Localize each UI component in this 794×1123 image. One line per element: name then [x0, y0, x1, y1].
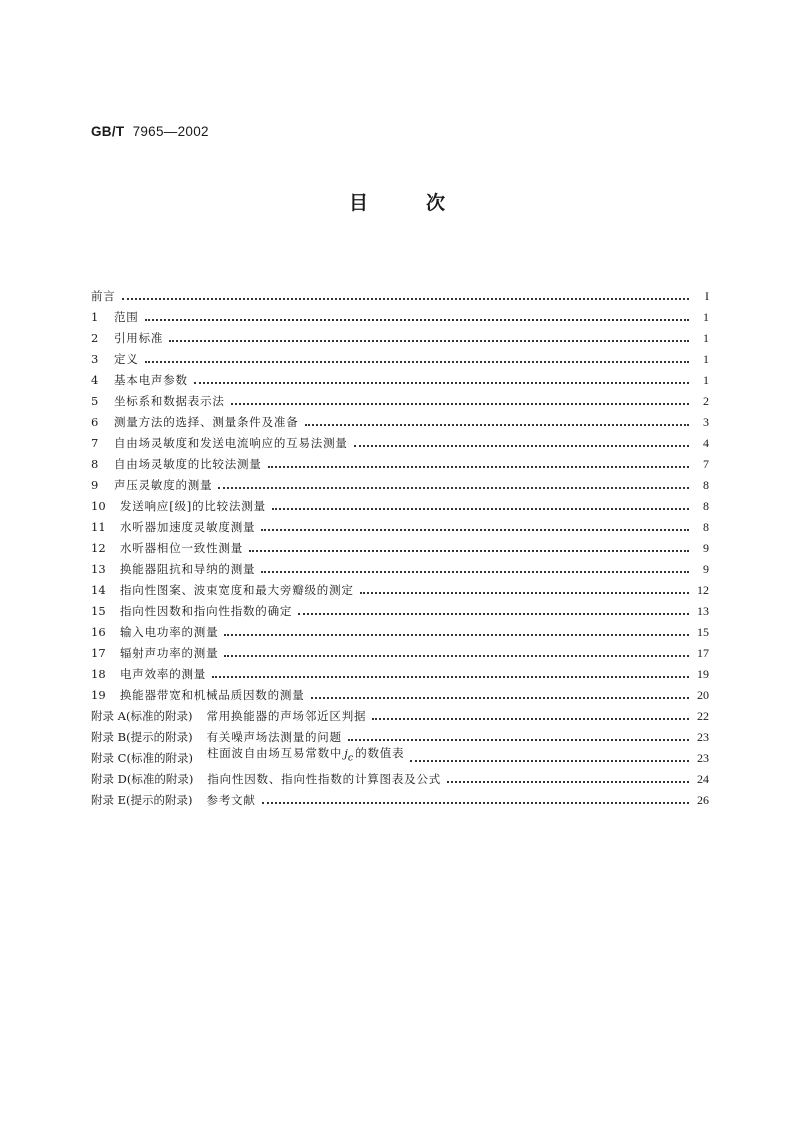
- toc-title: 换能器阻抗和导纳的测量: [120, 562, 256, 576]
- toc-title: 前言: [91, 289, 116, 303]
- dot-leader: [262, 802, 689, 804]
- toc-page: 19: [697, 667, 709, 681]
- toc-number: 16: [91, 625, 106, 639]
- page-title: [0, 188, 794, 215]
- dot-leader: [348, 739, 689, 741]
- appendix-label: 附录 E(提示的附录): [91, 793, 193, 807]
- toc-title-before: 柱面波自由场互易常数中: [206, 745, 343, 760]
- dot-leader: [298, 613, 689, 615]
- toc-title: 范围: [114, 310, 139, 324]
- toc-entry-appendix-a[interactable]: [91, 702, 709, 723]
- toc-entry[interactable]: [91, 324, 709, 345]
- dot-leader: [354, 445, 689, 447]
- dot-leader: [145, 319, 689, 321]
- dot-leader: [212, 676, 689, 678]
- toc-page: 7: [703, 457, 709, 471]
- toc-entry[interactable]: [91, 597, 709, 618]
- toc-title: 自由场灵敏度的比较法测量: [114, 457, 262, 471]
- toc-number: 9: [91, 478, 99, 492]
- toc-entry[interactable]: [91, 450, 709, 471]
- toc-title: 声压灵敏度的测量: [114, 478, 213, 492]
- toc-page: 17: [697, 646, 709, 660]
- table-of-contents: [91, 282, 709, 807]
- toc-page: 24: [697, 772, 709, 786]
- toc-number: 6: [91, 415, 99, 429]
- toc-number: 14: [91, 583, 106, 597]
- dot-leader: [249, 550, 689, 552]
- appendix-label: 附录 B(提示的附录): [91, 730, 193, 744]
- toc-entry[interactable]: [91, 576, 709, 597]
- toc-page: 1: [703, 373, 709, 387]
- standard-prefix: GB/T: [91, 124, 125, 139]
- toc-page: 26: [697, 793, 709, 807]
- toc-page: 23: [697, 730, 709, 744]
- dot-leader: [194, 382, 689, 384]
- toc-page: 8: [703, 520, 709, 534]
- toc-page: 1: [703, 310, 709, 324]
- toc-title: 输入电功率的测量: [120, 625, 219, 639]
- toc-entry[interactable]: [91, 408, 709, 429]
- toc-number: 5: [91, 394, 99, 408]
- toc-number: 10: [91, 499, 106, 513]
- dot-leader: [169, 340, 689, 342]
- toc-title: 辐射声功率的测量: [120, 646, 219, 660]
- toc-entry[interactable]: [91, 303, 709, 324]
- toc-number: 7: [91, 436, 99, 450]
- toc-entry-appendix-b[interactable]: [91, 723, 709, 744]
- dot-leader: [261, 571, 689, 573]
- toc-number: 3: [91, 352, 99, 366]
- toc-page: 12: [697, 583, 709, 597]
- toc-page: 8: [703, 478, 709, 492]
- toc-title: 引用标准: [114, 331, 164, 345]
- toc-page: 8: [703, 499, 709, 513]
- toc-entry-appendix-e[interactable]: [91, 786, 709, 807]
- toc-title: 指向性因数、指向性指数的计算图表及公式: [207, 772, 442, 786]
- appendix-label: 附录 A(标准的附录): [91, 709, 193, 723]
- toc-title: 发送响应[级]的比较法测量: [120, 499, 266, 513]
- dot-leader: [447, 781, 689, 783]
- toc-page: 1: [703, 352, 709, 366]
- toc-number: 18: [91, 667, 106, 681]
- toc-page: 22: [697, 709, 709, 723]
- toc-title: 定义: [114, 352, 139, 366]
- toc-title: 常用换能器的声场邻近区判据: [206, 709, 367, 723]
- toc-entry[interactable]: [91, 513, 709, 534]
- toc-entry[interactable]: [91, 366, 709, 387]
- toc-entry-foreword[interactable]: [91, 282, 709, 303]
- appendix-label: 附录 D(标准的附录): [91, 772, 194, 786]
- dot-leader: [410, 760, 689, 762]
- dot-leader: [311, 697, 690, 699]
- toc-entry[interactable]: [91, 471, 709, 492]
- toc-number: 2: [91, 331, 99, 345]
- toc-number: 11: [91, 520, 106, 534]
- toc-number: 15: [91, 604, 106, 618]
- toc-title: 换能器带宽和机械品质因数的测量: [120, 688, 305, 702]
- toc-title: 电声效率的测量: [120, 667, 207, 681]
- toc-title: 坐标系和数据表示法: [114, 394, 225, 408]
- toc-title: [207, 746, 404, 765]
- toc-number: 1: [91, 310, 99, 324]
- standard-number: 7965—2002: [132, 124, 209, 139]
- title-char-1: 目: [348, 192, 368, 214]
- toc-title: 水听器相位一致性测量: [120, 541, 243, 555]
- toc-entry-appendix-d[interactable]: [91, 765, 709, 786]
- toc-number: 17: [91, 646, 106, 660]
- title-char-2: 次: [426, 192, 446, 214]
- toc-page: 13: [697, 604, 709, 618]
- dot-leader: [305, 424, 690, 426]
- toc-title: 自由场灵敏度和发送电流响应的互易法测量: [114, 436, 348, 450]
- toc-page: 23: [697, 751, 709, 765]
- toc-number: 8: [91, 457, 99, 471]
- toc-entry[interactable]: [91, 618, 709, 639]
- dot-leader: [272, 508, 689, 510]
- dot-leader: [122, 298, 689, 300]
- symbol-j: $j_c$: [344, 745, 354, 763]
- dot-leader: [145, 361, 689, 363]
- toc-title: 基本电声参数: [114, 373, 188, 387]
- dot-leader: [372, 718, 689, 720]
- toc-number: 12: [91, 541, 106, 555]
- toc-entry[interactable]: [91, 555, 709, 576]
- toc-entry[interactable]: [91, 492, 709, 513]
- toc-page: 20: [697, 688, 709, 702]
- toc-entry[interactable]: [91, 429, 709, 450]
- toc-entry[interactable]: [91, 681, 709, 702]
- toc-entry[interactable]: [91, 639, 709, 660]
- toc-title: 参考文献: [206, 793, 256, 807]
- toc-page: 9: [703, 562, 709, 576]
- toc-page: 9: [703, 541, 709, 555]
- toc-title: 指向性因数和指向性指数的确定: [120, 604, 293, 618]
- toc-title-after: 的数值表: [355, 745, 405, 760]
- dot-leader: [231, 403, 689, 405]
- dot-leader: [224, 634, 689, 636]
- dot-leader: [261, 529, 689, 531]
- toc-entry[interactable]: [91, 387, 709, 408]
- dot-leader: [268, 466, 689, 468]
- toc-page: 2: [703, 394, 709, 408]
- dot-leader: [218, 487, 689, 489]
- toc-page: 3: [703, 415, 709, 429]
- toc-entry[interactable]: [91, 660, 709, 681]
- standard-code: [91, 124, 209, 139]
- dot-leader: [224, 655, 689, 657]
- toc-number: 4: [91, 373, 99, 387]
- toc-page: I: [705, 289, 709, 303]
- toc-page: 4: [703, 436, 709, 450]
- toc-number: 19: [91, 688, 106, 702]
- toc-title: 测量方法的选择、测量条件及准备: [114, 415, 299, 429]
- toc-page: 15: [697, 625, 709, 639]
- appendix-label: 附录 C(标准的附录): [91, 751, 193, 765]
- toc-entry[interactable]: [91, 345, 709, 366]
- toc-title: 水听器加速度灵敏度测量: [120, 520, 256, 534]
- toc-entry-appendix-c[interactable]: [91, 744, 709, 765]
- toc-number: 13: [91, 562, 106, 576]
- toc-title: 指向性图案、波束宽度和最大旁瓣级的测定: [120, 583, 354, 597]
- toc-title: 有关噪声场法测量的问题: [206, 730, 342, 744]
- toc-page: 1: [703, 331, 709, 345]
- dot-leader: [360, 592, 689, 594]
- symbol-subscript: c: [347, 752, 354, 763]
- toc-entry[interactable]: [91, 534, 709, 555]
